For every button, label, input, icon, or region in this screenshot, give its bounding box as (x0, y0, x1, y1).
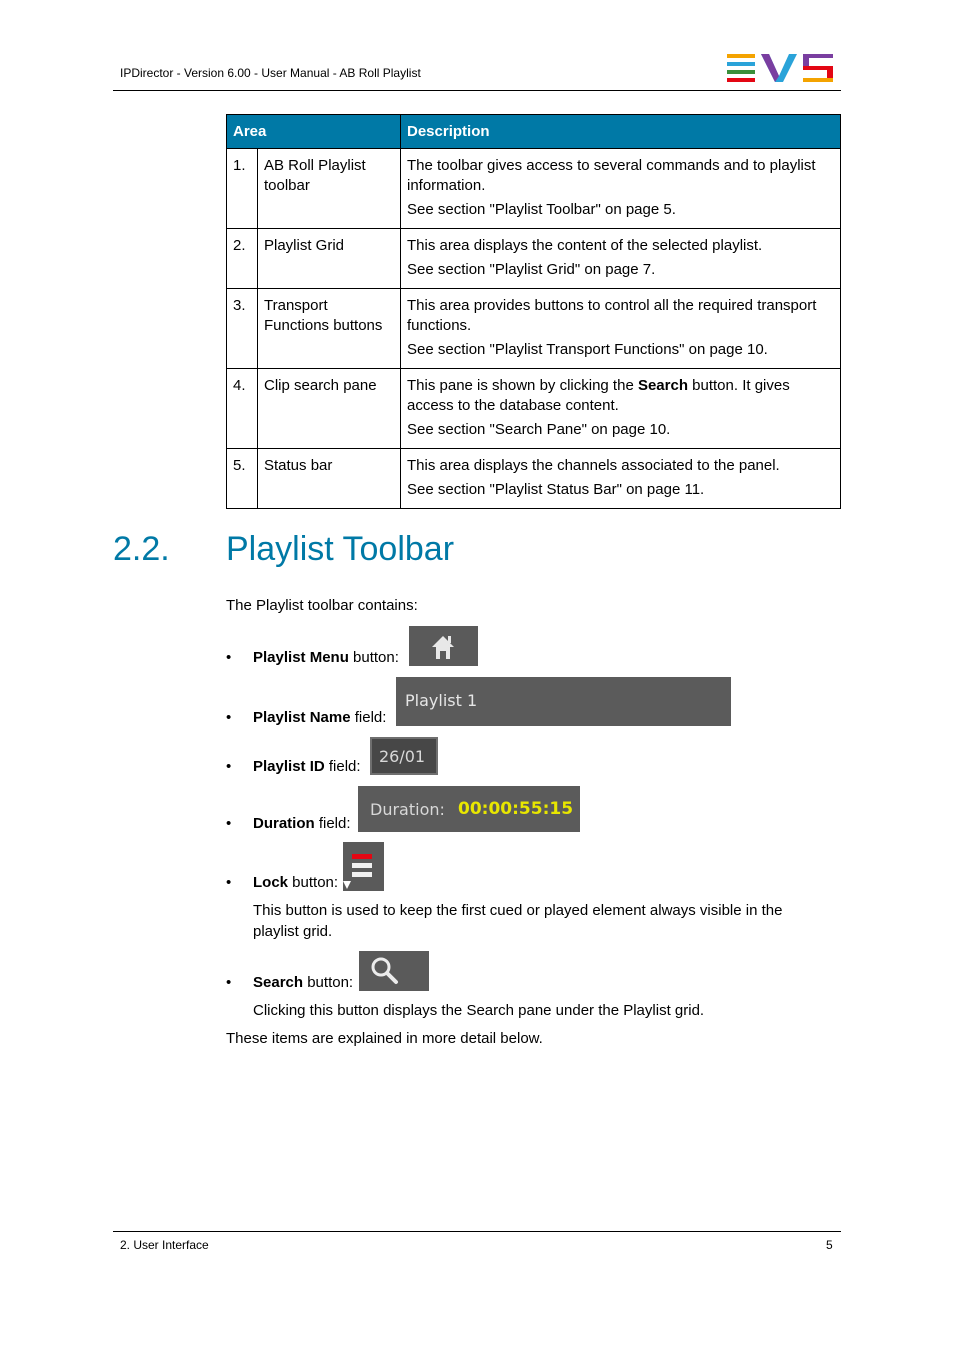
table-row (227, 449, 841, 509)
search-icon (359, 951, 429, 991)
lock-button[interactable] (343, 842, 384, 891)
table-row (227, 369, 841, 449)
outro-text: These items are explained in more detail below. (226, 1030, 543, 1047)
row-number: 4. (227, 369, 258, 449)
bullet: • (226, 649, 232, 666)
description-column-header: Description (401, 115, 841, 149)
area-column-header: Area (227, 115, 401, 149)
table-row (227, 289, 841, 369)
bullet: • (226, 974, 232, 991)
row-area: Status bar (258, 449, 401, 509)
item-label-rest: field: (314, 815, 351, 832)
description-bold: Search (637, 377, 688, 394)
item-label-bold: Search (253, 974, 304, 991)
row-number: 2. (227, 229, 258, 289)
cross-reference: See section "Playlist Transport Functions" on page 10. (407, 341, 768, 358)
item-label-bold: Playlist ID (253, 758, 325, 775)
row-description (401, 229, 841, 289)
page-number: 5 (826, 1238, 833, 1252)
duration-label: Duration: (370, 800, 445, 819)
cross-reference: See section "Playlist Grid" on page 7. (407, 261, 656, 278)
description-text: This area displays the channels associated to the panel. (407, 457, 780, 474)
item-label-bold: Lock (253, 874, 289, 891)
item-label-rest: button: (348, 649, 399, 666)
row-description (401, 149, 841, 229)
search-description: Clicking this button displays the Search pane under the Playlist grid. (253, 1002, 705, 1019)
duration-value: 00:00:55:15 (458, 799, 574, 819)
playlist-name-field[interactable] (396, 677, 731, 726)
cross-reference: See section "Playlist Toolbar" on page 5. (407, 201, 676, 218)
item-label-bold: Duration (253, 815, 315, 832)
home-icon (409, 626, 478, 666)
bullet: • (226, 874, 232, 891)
playlist-id-value: 26/01 (379, 747, 426, 766)
playlist-name-value: Playlist 1 (405, 691, 478, 710)
header-divider (113, 90, 841, 91)
row-area: AB Roll Playlist toolbar (258, 149, 401, 229)
row-description (401, 369, 841, 449)
duration-field (358, 786, 580, 832)
section-number: 2.2. (113, 530, 170, 568)
description-text (407, 376, 834, 416)
row-description (401, 289, 841, 369)
cross-reference: See section "Playlist Status Bar" on page 11. (407, 481, 705, 498)
section-title: Playlist Toolbar (226, 530, 455, 568)
item-label-rest: field: (350, 709, 387, 726)
description-prefix: This pane is shown by clicking the (407, 377, 638, 394)
bullet: • (226, 709, 232, 726)
item-label-bold: Playlist Menu (253, 649, 349, 666)
row-number: 5. (227, 449, 258, 509)
intro-text: The Playlist toolbar contains: (226, 597, 418, 614)
footer-divider (113, 1231, 841, 1232)
running-header: IPDirector - Version 6.00 - User Manual - AB Roll Playlist (120, 66, 421, 80)
footer-chapter: 2. User Interface (120, 1238, 209, 1252)
description-text: The toolbar gives access to several commands and to playlist information. (407, 157, 816, 194)
bullet: • (226, 758, 232, 775)
row-number: 3. (227, 289, 258, 369)
row-area: Transport Functions buttons (258, 289, 401, 369)
description-text: This area displays the content of the selected playlist. (407, 237, 763, 254)
row-description (401, 449, 841, 509)
search-button[interactable] (359, 951, 429, 991)
table-row (227, 229, 841, 289)
cross-reference: See section "Search Pane" on page 10. (407, 421, 671, 438)
evs-logo (727, 54, 833, 82)
item-label-rest: button: (303, 974, 354, 991)
playlist-id-field[interactable] (370, 737, 438, 775)
playlist-menu-button[interactable] (409, 626, 478, 666)
lock-description: This button is used to keep the first cued or played element always visible in the playlist grid. (253, 902, 783, 940)
description-suffix: button. It gives access to the database content. (407, 377, 790, 414)
area-table (226, 114, 841, 509)
row-number: 1. (227, 149, 258, 229)
row-area: Clip search pane (258, 369, 401, 449)
item-label-bold: Playlist Name (253, 709, 351, 726)
item-label-rest: field: (324, 758, 361, 775)
row-area: Playlist Grid (258, 229, 401, 289)
bullet: • (226, 815, 232, 832)
item-label-rest: button: (288, 874, 339, 891)
lock-list-icon (343, 842, 384, 891)
description-text: This area provides buttons to control all the required transport functions. (407, 297, 817, 334)
table-row (227, 149, 841, 229)
